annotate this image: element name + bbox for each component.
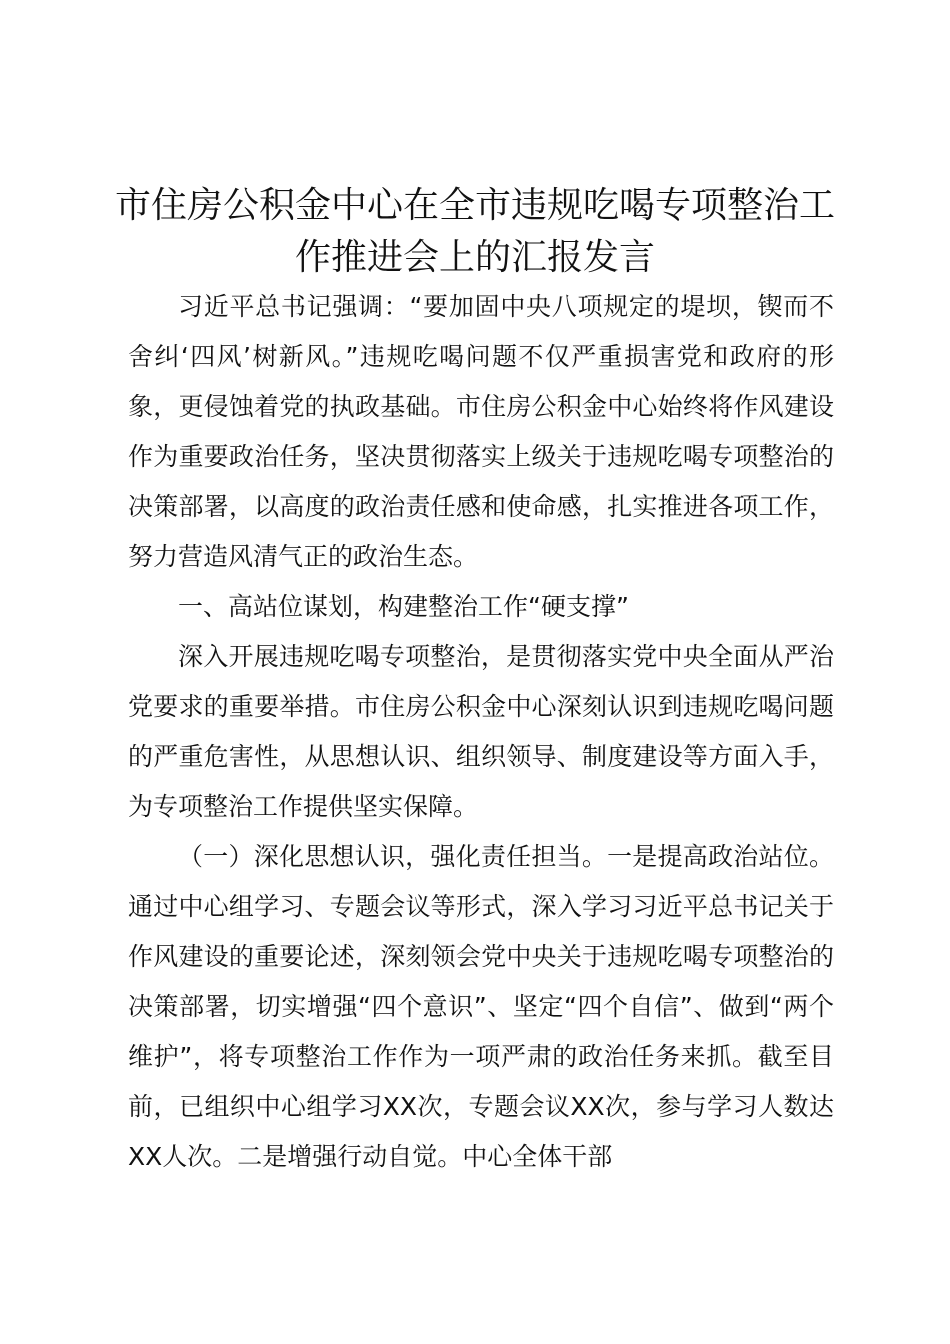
subsection-1-paragraph: （一）深化思想认识，强化责任担当。一是提高政治站位。通过中心组学习、专题会议等形式，深入学习习近平总书记关于作风建设的重要论述，深刻领会党中央关于违规吃喝专项整治的决策部署，切实增强“四个意识”、坚定“四个自信”、做到“两个维护”，将专项整治工作作为一项严肃的政治任务来抓。截至目前，已组织中心组学习XX次，专题会议XX次，参与学习人数达XX人次。二是增强行动自觉。中心全体干部 xyxy=(128,842,834,1171)
document-title: 市住房公积金中心在全市违规吃喝专项整治工作推进会上的汇报发言 xyxy=(114,185,835,278)
intro-paragraph: 习近平总书记强调：“要加固中央八项规定的堤坝，锲而不舍纠‘四风’树新风。”违规吃喝问题不仅严重损害党和政府的形象，更侵蚀着党的执政基础。市住房公积金中心始终将作风建设作为重要政治任务，坚决贯彻落实上级关于违规吃喝专项整治的决策部署，以高度的政治责任感和使命感，扎实推进各项工作，努力营造风清气正的政治生态。 xyxy=(128,292,834,571)
section-heading-1: 一、高站位谋划，构建整治工作“硬支撑” xyxy=(178,592,629,621)
document-body xyxy=(128,282,834,1182)
section-1-paragraph: 深入开展违规吃喝专项整治，是贯彻落实党中央全面从严治党要求的重要举措。市住房公积金中心深刻认识到违规吃喝问题的严重危害性，从思想认识、组织领导、制度建设等方面入手，为专项整治工作提供坚实保障。 xyxy=(128,642,834,821)
